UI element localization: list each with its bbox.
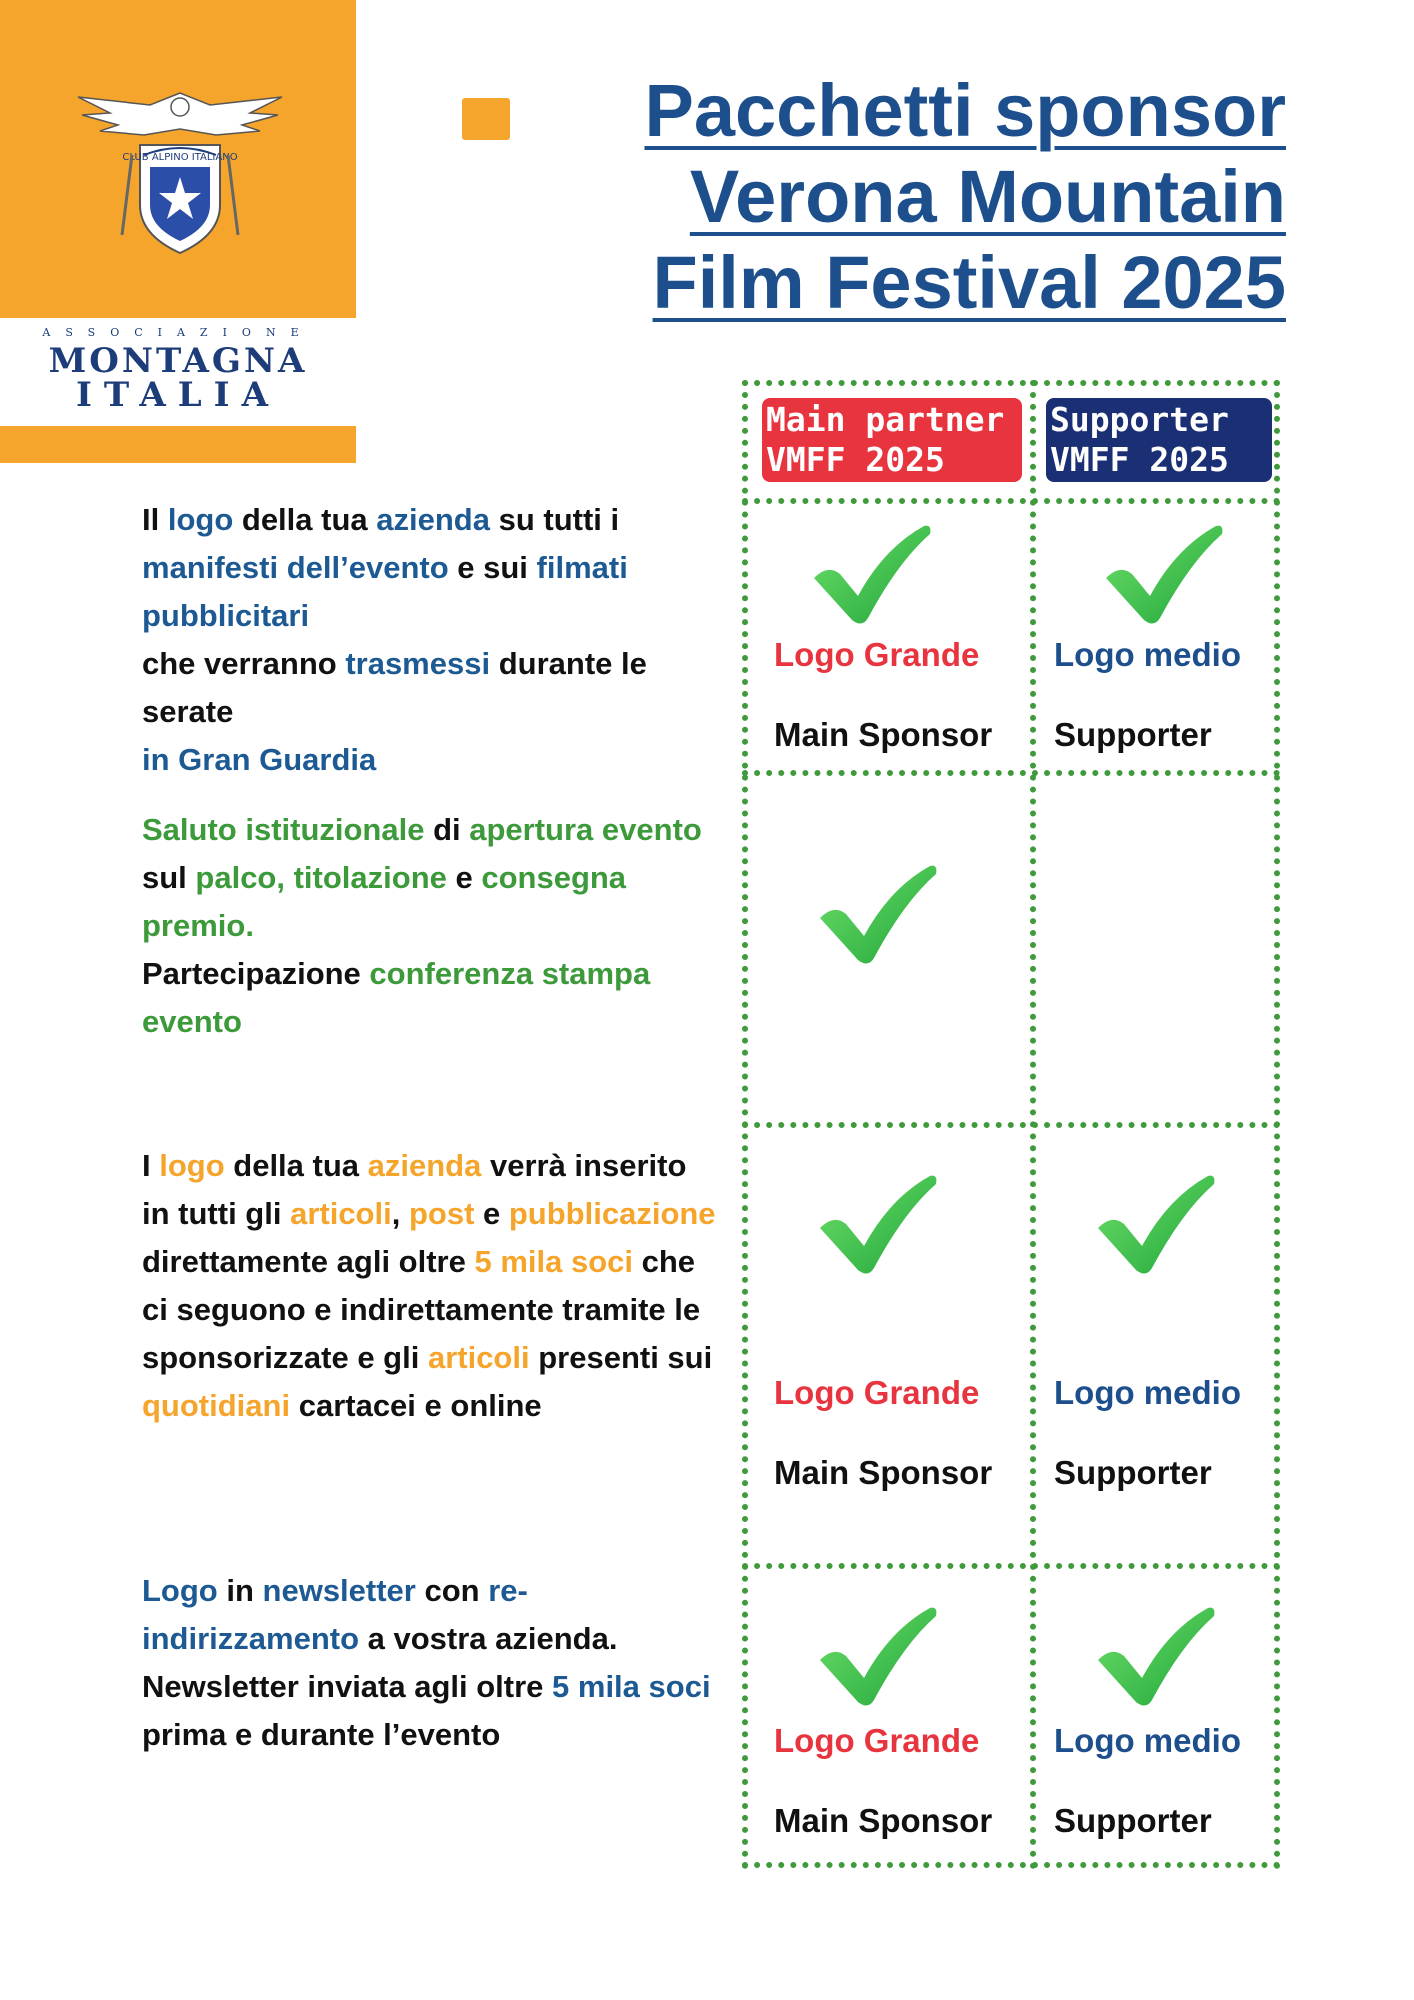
table-row-divider xyxy=(742,1122,1280,1128)
main-partner-line2: VMFF 2025 xyxy=(766,440,945,479)
row4-sup-size: Logo medio xyxy=(1054,1722,1241,1759)
row4-main-size: Logo Grande xyxy=(774,1722,980,1759)
check-icon xyxy=(1090,1168,1220,1278)
supporter-line1: Supporter xyxy=(1050,400,1229,439)
title-bullet xyxy=(462,98,510,140)
row3-main-size: Logo Grande xyxy=(774,1374,980,1411)
check-icon xyxy=(812,858,942,968)
emblem-text: CLUB ALPINO ITALIANO xyxy=(122,152,238,163)
check-icon xyxy=(1090,1600,1220,1710)
supporter-line2: VMFF 2025 xyxy=(1050,440,1229,479)
row3-main-role: Main Sponsor xyxy=(774,1454,993,1491)
table-row-divider xyxy=(742,498,1280,504)
title-line-2: Verona Mountain xyxy=(689,155,1286,238)
table-border-bottom xyxy=(742,1862,1280,1868)
row1-main-size: Logo Grande xyxy=(774,636,980,673)
row1-sup-role: Supporter xyxy=(1054,716,1212,753)
row3-description: I logo della tua azienda verrà inserito in tutti gli articoli, post e pubblicazione direttamente agli oltre 5 mila soci che ci seguono e indirettamente tramite le sponsorizzate e gli articoli presenti sui quotidiani cartacei e online xyxy=(142,1148,716,1423)
row1-main-role: Main Sponsor xyxy=(774,716,993,753)
check-icon xyxy=(1098,518,1228,628)
check-icon xyxy=(812,1600,942,1710)
check-icon xyxy=(806,518,936,628)
logo-italia-text: ITALIA xyxy=(76,375,280,415)
table-row-divider xyxy=(742,1563,1280,1569)
table-border-top xyxy=(742,380,1280,386)
cai-emblem-icon xyxy=(70,85,290,255)
table-row-divider xyxy=(742,770,1280,776)
row4-description: Logo in newsletter con re-indirizzamento a vostra azienda. Newsletter inviata agli oltre 5 mila soci prima e durante l’evento xyxy=(142,1573,711,1752)
row1-description: Il logo della tua azienda su tutti i manifesti dell’evento e sui filmati pubblicitari che verranno trasmessi durante le serate in Gran Guardia xyxy=(142,502,647,777)
row2-description: Saluto istituzionale di apertura evento sul palco, titolazione e consegna premio. Partecipazione conferenza stampa evento xyxy=(142,812,702,1039)
row4-main-role: Main Sponsor xyxy=(774,1802,993,1839)
supporter-badge xyxy=(1046,398,1272,482)
check-icon xyxy=(812,1168,942,1278)
row3-sup-role: Supporter xyxy=(1054,1454,1212,1491)
row4-sup-role: Supporter xyxy=(1054,1802,1212,1839)
page-title xyxy=(644,68,1286,326)
logo-montagna-text: MONTAGNA xyxy=(48,341,308,381)
row1-sup-size: Logo medio xyxy=(1054,636,1241,673)
title-line-1: Pacchetti sponsor xyxy=(644,69,1286,152)
logo-assoc-text: ASSOCIAZIONE xyxy=(42,326,314,339)
row3-sup-size: Logo medio xyxy=(1054,1374,1241,1411)
main-partner-line1: Main partner xyxy=(766,400,1005,439)
title-line-3: Film Festival 2025 xyxy=(652,241,1286,324)
main-partner-badge xyxy=(762,398,1022,482)
